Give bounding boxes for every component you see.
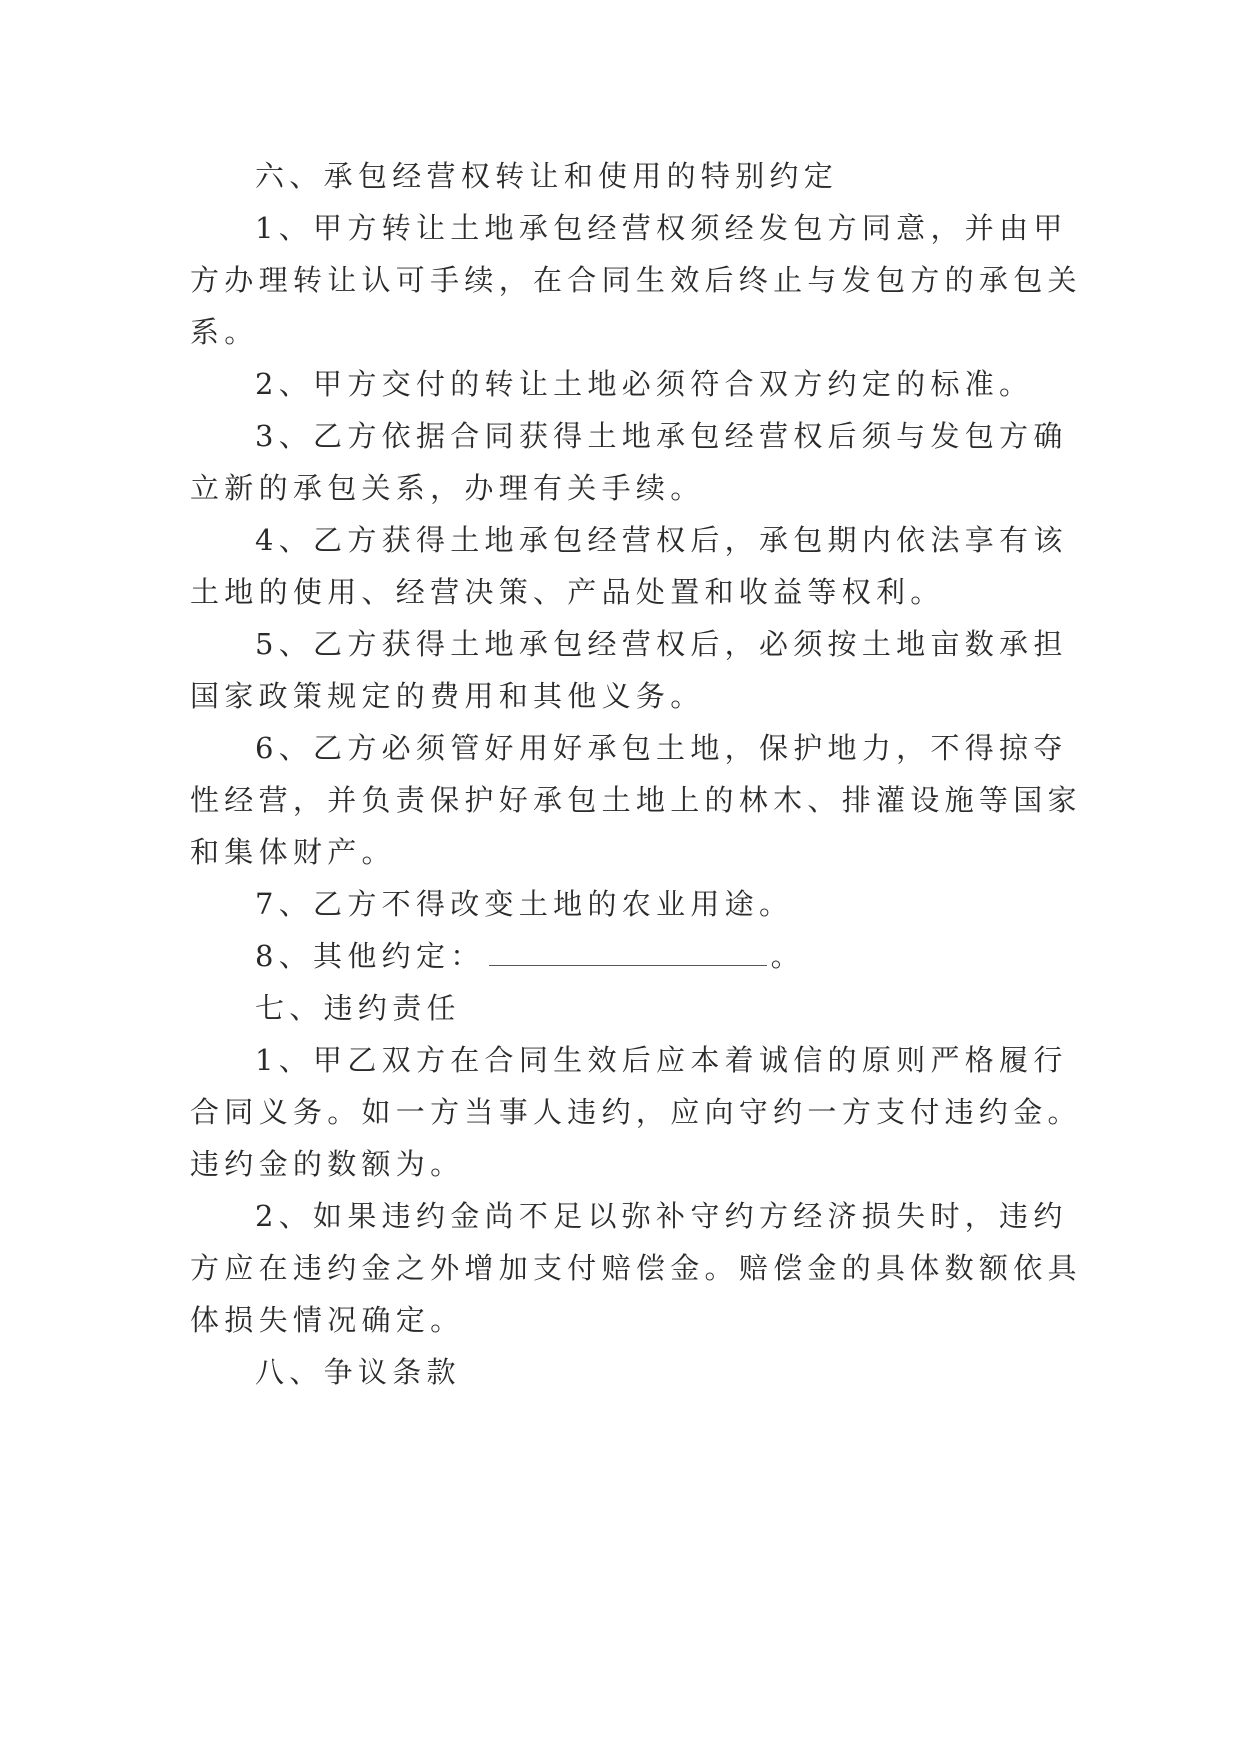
- paragraph-line: 国家政策规定的费用和其他义务。: [190, 679, 705, 713]
- paragraph-line: 方应在违约金之外增加支付赔偿金。赔偿金的具体数额依具: [190, 1251, 1082, 1285]
- paragraph-line: 立新的承包关系，办理有关手续。: [190, 471, 705, 505]
- section-heading-7: 七、违约责任: [255, 991, 461, 1025]
- other-agreement-line: [255, 932, 805, 980]
- paragraph-line: 3、乙方依据合同获得土地承包经营权后须与发包方确: [255, 419, 1068, 453]
- paragraph-line: 2、如果违约金尚不足以弥补守约方经济损失时，违约: [255, 1199, 1068, 1233]
- section-heading-6: 六、承包经营权转让和使用的特别约定: [255, 159, 839, 193]
- paragraph-line: 违约金的数额为。: [190, 1147, 465, 1181]
- paragraph-line: 5、乙方获得土地承包经营权后，必须按土地亩数承担: [255, 627, 1068, 661]
- paragraph-line: 土地的使用、经营决策、产品处置和收益等权利。: [190, 575, 945, 609]
- paragraph-line: 体损失情况确定。: [190, 1303, 465, 1337]
- fill-in-blank[interactable]: [489, 935, 767, 966]
- other-agreement-label: 8、其他约定：: [255, 939, 485, 973]
- paragraph-line: 1、甲乙双方在合同生效后应本着诚信的原则严格履行: [255, 1043, 1068, 1077]
- paragraph-line: 合同义务。如一方当事人违约，应向守约一方支付违约金。: [190, 1095, 1082, 1129]
- paragraph-line: 方办理转让认可手续，在合同生效后终止与发包方的承包关: [190, 263, 1082, 297]
- paragraph-line: 系。: [190, 315, 259, 349]
- paragraph-line: 6、乙方必须管好用好承包土地，保护地力，不得掠夺: [255, 731, 1068, 765]
- paragraph-line: 7、乙方不得改变土地的农业用途。: [255, 887, 794, 921]
- paragraph-line: 4、乙方获得土地承包经营权后，承包期内依法享有该: [255, 523, 1068, 557]
- section-heading-8: 八、争议条款: [255, 1355, 461, 1389]
- paragraph-line: 和集体财产。: [190, 835, 396, 869]
- paragraph-line: 2、甲方交付的转让土地必须符合双方约定的标准。: [255, 367, 1034, 401]
- paragraph-line: 性经营，并负责保护好承包土地上的林木、排灌设施等国家: [190, 783, 1082, 817]
- line-end-punct: 。: [770, 939, 805, 973]
- paragraph-line: 1、甲方转让土地承包经营权须经发包方同意，并由甲: [255, 211, 1068, 245]
